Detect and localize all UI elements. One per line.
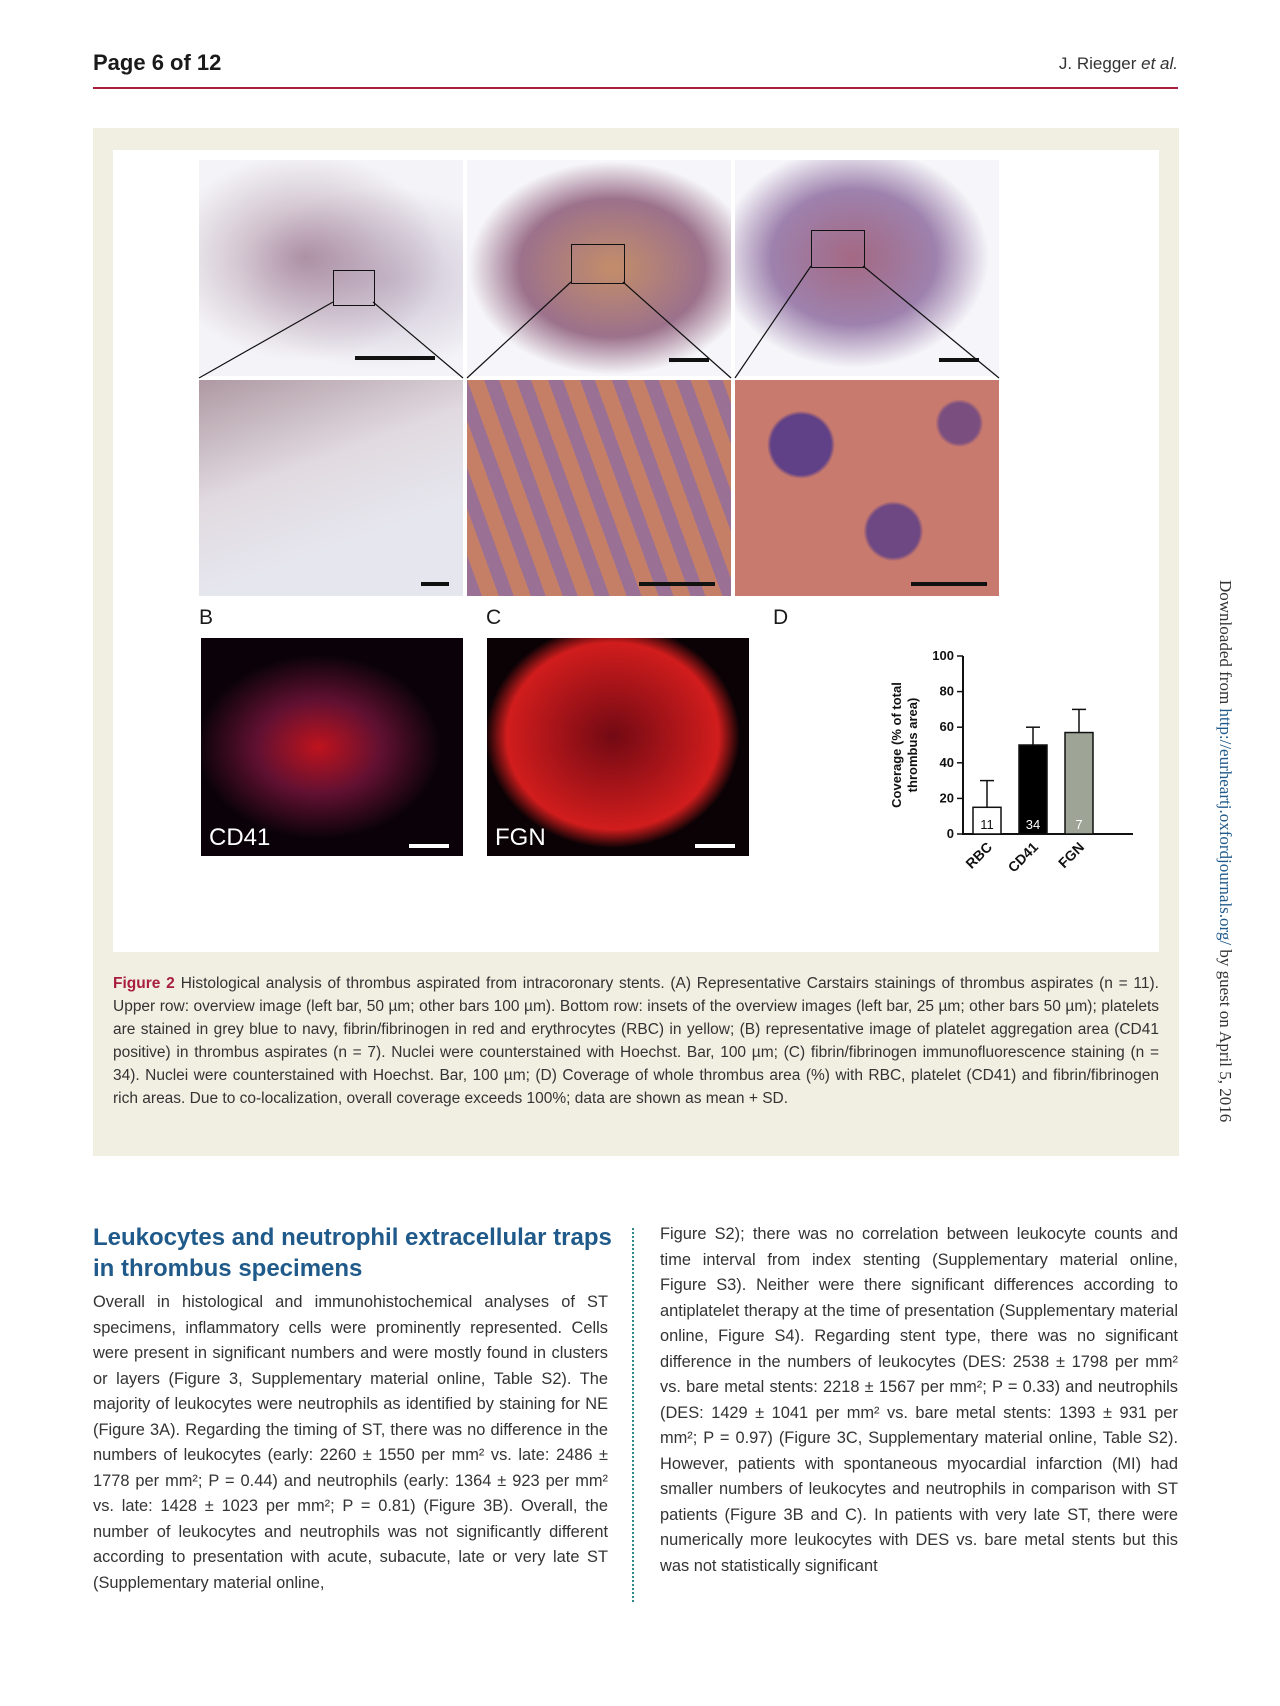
- y-tick-label: 20: [939, 790, 954, 806]
- scale-bar: [421, 582, 449, 586]
- x-category-label: RBC: [962, 838, 996, 872]
- bar-count-label: 11: [980, 817, 994, 832]
- carstairs-inset-1: [199, 380, 463, 596]
- figure-box: [93, 128, 1179, 1156]
- x-category-label: FGN: [1054, 838, 1088, 872]
- figure-caption: [113, 972, 1159, 1110]
- fgn-label: FGN: [495, 824, 546, 851]
- connector-line: [623, 282, 731, 378]
- column-divider: [632, 1228, 634, 1602]
- download-note-prefix: Downloaded from: [1216, 580, 1235, 709]
- page-number: Page 6 of 12: [93, 50, 222, 75]
- panel-letter-b: B: [199, 606, 214, 629]
- download-note-suffix: by guest on April 5, 2016: [1216, 945, 1235, 1123]
- connector-line: [467, 282, 571, 378]
- connector-line: [199, 302, 333, 378]
- figure-label: Figure 2: [113, 975, 175, 992]
- y-axis-label: Coverage (% of totalthrombus area): [889, 682, 920, 808]
- cd41-immunofluorescence: [201, 638, 463, 856]
- scale-bar: [639, 582, 715, 586]
- figure-panels: [113, 150, 1159, 952]
- author-suffix: et al.: [1141, 54, 1178, 73]
- y-tick-label: 0: [946, 826, 954, 841]
- carstairs-inset-3: [735, 380, 999, 596]
- fgn-immunofluorescence: [487, 638, 749, 856]
- download-link[interactable]: http://eurheartj.oxfordjournals.org/: [1216, 708, 1235, 946]
- chart-svg: [833, 636, 1163, 946]
- body-column-left: Overall in histological and immunohistochemical analyses of ST specimens, inflammatory cells were prominently represented. Cells were present in significant numbers and were mostly found in clusters or layers (Figure 3, Supplementary material online, Table S2). The majority of leukocytes were neutrophils as identified by staining for NE (Figure 3A). Regarding the timing of ST, there was no difference in the numbers of leukocytes (early: 2260 ± 1550 per mm² vs. late: 2486 ± 1778 per mm²; P = 0.44) and neutrophils (early: 1364 ± 923 per mm² vs. late: 1428 ± 1023 per mm²; P = 0.81) (Figure 3B). Overall, the number of leukocytes and neutrophils was not significantly different according to presentation with acute, subacute, late or very late ST (Supplementary material online,: [93, 1293, 608, 1592]
- scale-bar: [911, 582, 987, 586]
- scale-bar: [695, 844, 735, 848]
- header-rule: [93, 87, 1178, 89]
- x-category-label: CD41: [1004, 838, 1042, 876]
- panel-letter-d: D: [773, 606, 789, 629]
- connector-line: [373, 302, 463, 378]
- coverage-bar-chart: [833, 636, 1163, 946]
- y-tick-label: 60: [939, 719, 954, 735]
- inset-connector-lines: [113, 150, 1159, 390]
- author-name: J. Riegger: [1058, 54, 1137, 73]
- section-heading: Leukocytes and neutrophil extracellular traps in thrombus specimens: [93, 1224, 612, 1282]
- bar-count-label: 7: [1075, 817, 1083, 832]
- caption-text: Histological analysis of thrombus aspirated from intracoronary stents. (A) Representative Carstairs stainings of thrombus aspirates (n = 11). Upper row: overview image (left bar, 50 µm; other bars 100 µm). Bottom row: insets of the overview images (left bar, 25 µm; other bars 50 µm); platelets are stained in grey blue to navy, fibrin/fibrinogen in red and erythrocytes (RBC) in yellow; (B) representative image of platelet aggregation area (CD41 positive) in thrombus aspirates (n = 7). Nuclei were counterstained with Hoechst. Bar, 100 µm; (C) fibrin/fibrinogen immunofluorescence staining (n = 34). Nuclei were counterstained with Hoechst. Bar, 100 µm; (D) Coverage of whole thrombus area (%) with RBC, platelet (CD41) and fibrin/fibrinogen rich areas. Due to co-localization, overall coverage exceeds 100%; data are shown as mean + SD.: [113, 975, 1159, 1107]
- running-author: [1059, 54, 1178, 74]
- download-note: [1215, 580, 1235, 1122]
- y-tick-label: 40: [939, 754, 954, 770]
- connector-line: [863, 266, 999, 378]
- panel-letter-c: C: [486, 606, 502, 629]
- scale-bar: [409, 844, 449, 848]
- cd41-label: CD41: [209, 824, 271, 851]
- body-column-right: Figure S2); there was no correlation between leukocyte counts and time interval from index stenting (Supplementary material online, Figure S3). Neither were there significant differences according to antiplatelet therapy at the time of presentation (Supplementary material online, Figure S4). Regarding stent type, there was no significant difference in the numbers of leukocytes (DES: 2538 ± 1798 per mm² vs. bare metal stents: 2218 ± 1567 per mm²; P = 0.33) and neutrophils (DES: 1429 ± 1041 per mm² vs. bare metal stents: 1393 ± 931 per mm²; P = 0.97) (Figure 3C, Supplementary material online, Table S2). However, patients with spontaneous myocardial infarction (MI) had smaller numbers of leukocytes and neutrophils in comparison with ST patients (Figure 3B and C). In patients with very late ST, there were numerically more leukocytes with DES vs. bare metal stents but this was not statistically significant: [660, 1225, 1178, 1575]
- connector-line: [735, 266, 811, 378]
- y-tick-label: 100: [932, 648, 954, 663]
- bar-count-label: 34: [1025, 817, 1041, 832]
- carstairs-inset-2: [467, 380, 731, 596]
- y-tick-label: 80: [939, 683, 954, 699]
